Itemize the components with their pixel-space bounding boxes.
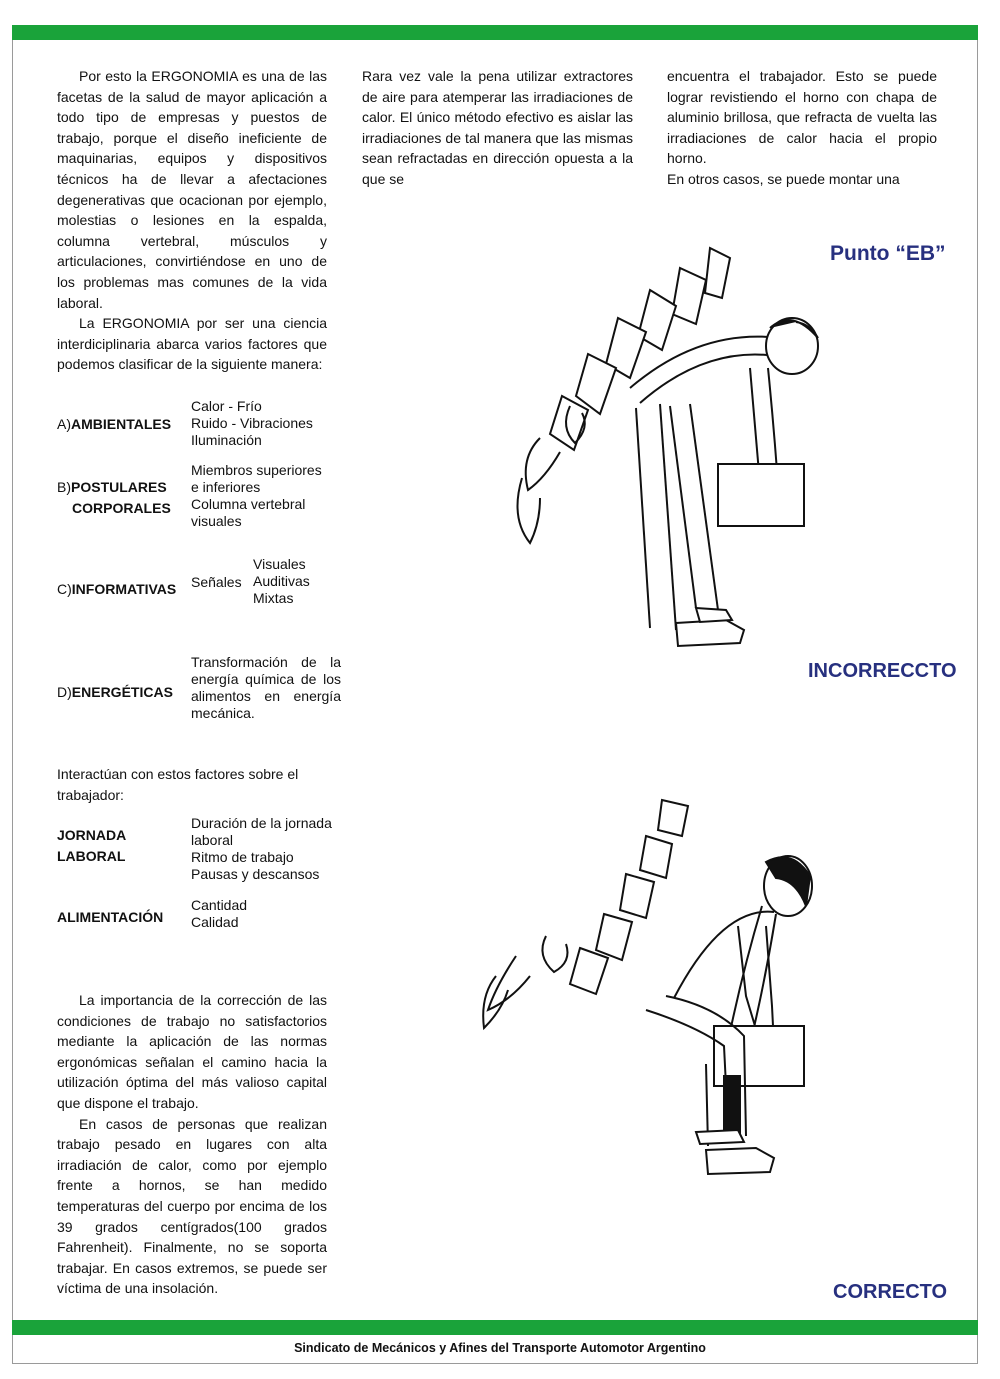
correct-posture-illustration	[476, 796, 816, 1186]
correct-label: CORRECTO	[833, 1281, 948, 1303]
col1-intro	[57, 66, 327, 375]
col3-paragraph-2: En otros casos, se puede montar una	[667, 170, 900, 187]
col2-text	[362, 66, 633, 190]
col3-paragraph-1: encuentra el trabajador. Esto se puede lograr revistiendo el horno con chapa de aluminio brillosa, que refracta de vuelta las irradiaciones de calor hacia el propio horno.	[667, 68, 937, 167]
factor-d-label: ENERGÉTICAS	[71, 684, 173, 700]
bottom-green-bar	[12, 1320, 978, 1335]
col1-lower	[57, 990, 327, 1299]
incorrect-label: INCORRECCTO	[808, 660, 957, 682]
incorrect-posture-illustration	[500, 228, 820, 658]
col2-paragraph-1: Rara vez vale la pena utilizar extractores de aire para atemperar las irradiaciones de calor. El único método efectivo es aislar las irradiaciones de tal manera que las mismas sean refractadas en dirección opuesta a la que se	[362, 68, 633, 187]
interact-text: Interactúan con estos factores sobre el trabajador:	[57, 766, 299, 803]
col1-paragraph-4: En casos de personas que realizan trabajo pesado en lugares con alta irradiación de calor, como por ejemplo frente a hornos, se han medido temperaturas del cuerpo por encima de los 39 grados centígrados(100 grados Fahrenheit). Finalmente, no se soporta trabajar. En casos extremos, se puede ser víctima de una insolación.	[57, 1115, 327, 1297]
footer-organization: Sindicato de Mecánicos y Afines del Transporte Automotor Argentino	[294, 1341, 706, 1355]
col1-paragraph-3: La importancia de la corrección de las condiciones de trabajo no satisfactorios mediante la aplicación de las normas ergonómicas señalan el camino hacia la utilización óptima del más valioso capital que dispone el trabajo.	[57, 992, 327, 1111]
top-green-bar	[12, 25, 978, 40]
punto-title: Punto “EB”	[830, 242, 946, 265]
col3-text	[667, 66, 937, 190]
factor-a-label: AMBIENTALES	[71, 416, 172, 432]
col1-paragraph-2: La ERGONOMIA por ser una ciencia interdiciplinaria abarca varios factores que podemos clasificar de la siguiente manera:	[57, 315, 327, 373]
factor-b-label: POSTULARES	[71, 479, 167, 495]
factor-c-label: INFORMATIVAS	[71, 581, 177, 597]
col1-paragraph-1: Por esto la ERGONOMIA es una de las facetas de la salud de mayor aplicación a todo tipo de empresas y puestos de trabajo, porque el diseño ineficiente de maquinarias, equipos y dispositivos técnicos ha de llevar a afectaciones degenerativas que ocacionan por ejemplo, molestias o lesiones en la espalda, columna vertebral, músculos y articulaciones, convirtiéndose en uno de los problemas mas comunes de la vida laboral.	[57, 68, 327, 311]
